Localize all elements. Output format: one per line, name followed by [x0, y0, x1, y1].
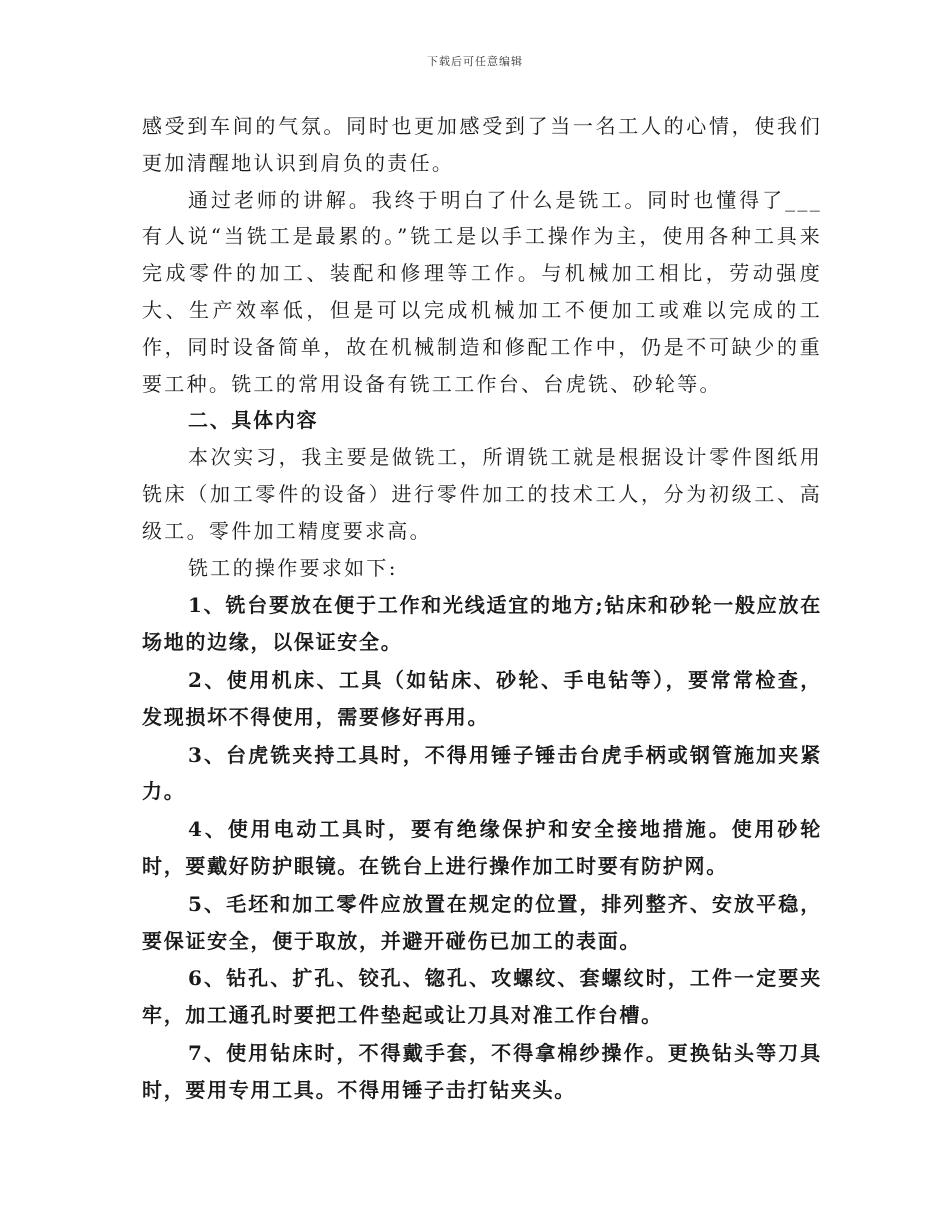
paragraph-internship: 本次实习，我主要是做铣工，所谓铣工就是根据设计零件图纸用铣床（加工零件的设备）进行零件加工的技术工人，分为初级工、高级工。零件加工精度要求高。 — [142, 445, 822, 543]
list-item-3: 3、台虎铣夹持工具时，不得用锤子锤击台虎手柄或钢管施加夹紧力。 — [142, 742, 822, 804]
list-item-4: 4、使用电动工具时，要有绝缘保护和安全接地措施。使用砂轮时，要戴好防护眼镜。在铣台上进行操作加工时要有防护网。 — [142, 817, 822, 878]
paragraph-requirements-intro: 铣工的操作要求如下: — [188, 555, 398, 580]
section-heading: 二、具体内容 — [188, 408, 319, 433]
list-item-1: 1、铣台要放在便于工作和光线适宜的地方;钻床和砂轮一般应放在场地的边缘，以保证安全。 — [142, 593, 822, 655]
paragraph-milling-intro: 通过老师的讲解。我终于明白了什么是铣工。同时也懂得了___有人说“当铣工是最累的。”铣工是以手工操作为主，使用各种工具来完成零件的加工、装配和修理等工作。与机械加工相比，劳动强度大、生产效率低，但是可以完成机械加工不便加工或难以完成的工作，同时设备简单，故在机械制造和修配工作中，仍是不可缺少的重要工种。铣工的常用设备有铣工工作台、台虎铣、砂轮等。 — [142, 187, 822, 396]
list-item-5: 5、毛坯和加工零件应放置在规定的位置，排列整齐、安放平稳，要保证安全，便于取放，并避开碰伤已加工的表面。 — [142, 891, 822, 953]
list-item-2: 2、使用机床、工具（如钻床、砂轮、手电钻等），要常常检查，发现损坏不得使用，需要修好再用。 — [142, 667, 822, 729]
list-item-6: 6、钻孔、扩孔、铰孔、锪孔、攻螺纹、套螺纹时，工件一定要夹牢，加工通孔时要把工件垫起或让刀具对准工作台槽。 — [142, 966, 822, 1028]
list-item-7: 7、使用钻床时，不得戴手套，不得拿棉纱操作。更换钻头等刀具时，要用专用工具。不得用锤子击打钻夹头。 — [142, 1040, 822, 1102]
document-body — [142, 108, 822, 1109]
paragraph-continuation: 感受到车间的气氛。同时也更加感受到了当一名工人的心情，使我们更加清醒地认识到肩负的责任。 — [142, 114, 822, 175]
page-header: 下载后可任意编辑 — [427, 55, 523, 68]
